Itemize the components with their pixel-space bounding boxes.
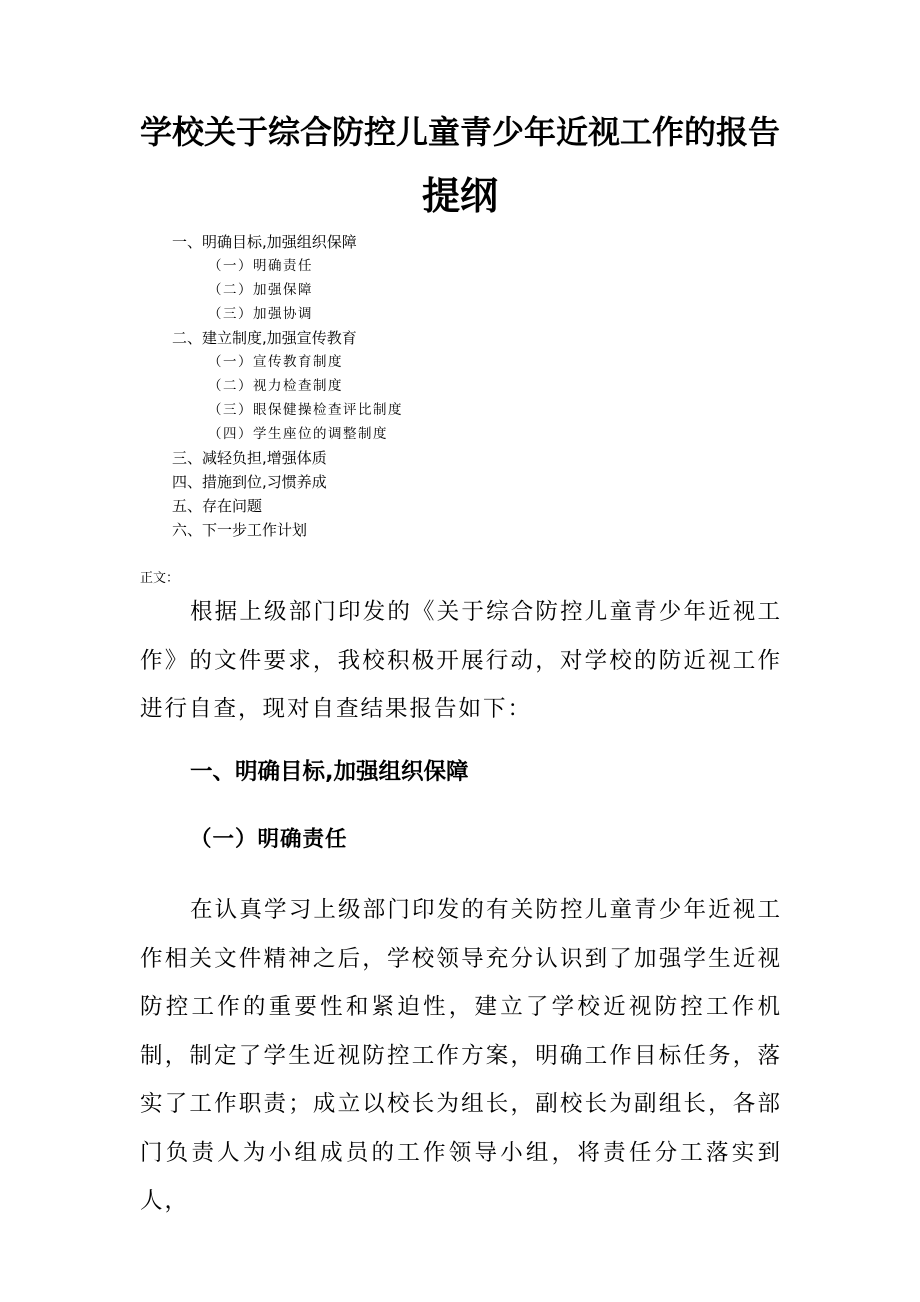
outline-subitem: （三）眼保健操检查评比制度 — [208, 402, 403, 418]
outline-subitem: （一）明确责任 — [208, 258, 313, 274]
document-title: 学校关于综合防控儿童青少年近视工作的报告 — [139, 113, 780, 151]
outline-item: 四、措施到位,习惯养成 — [172, 473, 327, 491]
outline-subitem: （四）学生座位的调整制度 — [208, 426, 388, 442]
outline-subitem: （三）加强协调 — [208, 306, 313, 322]
body-paragraph: 在认真学习上级部门印发的有关防控儿童青少年近视工作相关文件精神之后，学校领导充分认识到了加强学生近视防控工作的重要性和紧迫性，建立了学校近视防控工作机制，制定了学生近视防控工作方案，明确工作目标任务，落实了工作职责；成立以校长为组长，副校长为副组长，各部门负责人为小组成员的工作领导小组，将责任分工落实到人， — [140, 897, 782, 1214]
outline-item: 二、建立制度,加强宣传教育 — [172, 329, 357, 347]
outline-item: 三、减轻负担,增强体质 — [172, 449, 327, 467]
outline-item: 六、下一步工作计划 — [172, 521, 308, 539]
outline-item: 一、明确目标,加强组织保障 — [172, 233, 357, 251]
outline-list — [172, 230, 772, 542]
document-subtitle: 提纲 — [421, 174, 498, 218]
outline-subitem: （一）宣传教育制度 — [208, 354, 343, 370]
subsection-heading: （一）明确责任 — [190, 827, 348, 852]
outline-subitem: （二）加强保障 — [208, 282, 313, 298]
outline-item: 五、存在问题 — [172, 497, 263, 515]
outline-subitem: （二）视力检查制度 — [208, 378, 343, 394]
body-label: 正文： — [140, 571, 180, 586]
section-heading: 一、明确目标,加强组织保障 — [190, 759, 469, 785]
intro-paragraph: 根据上级部门印发的《关于综合防控儿童青少年近视工作》的文件要求，我校积极开展行动，对学校的防近视工作进行自查，现对自查结果报告如下： — [140, 599, 782, 722]
